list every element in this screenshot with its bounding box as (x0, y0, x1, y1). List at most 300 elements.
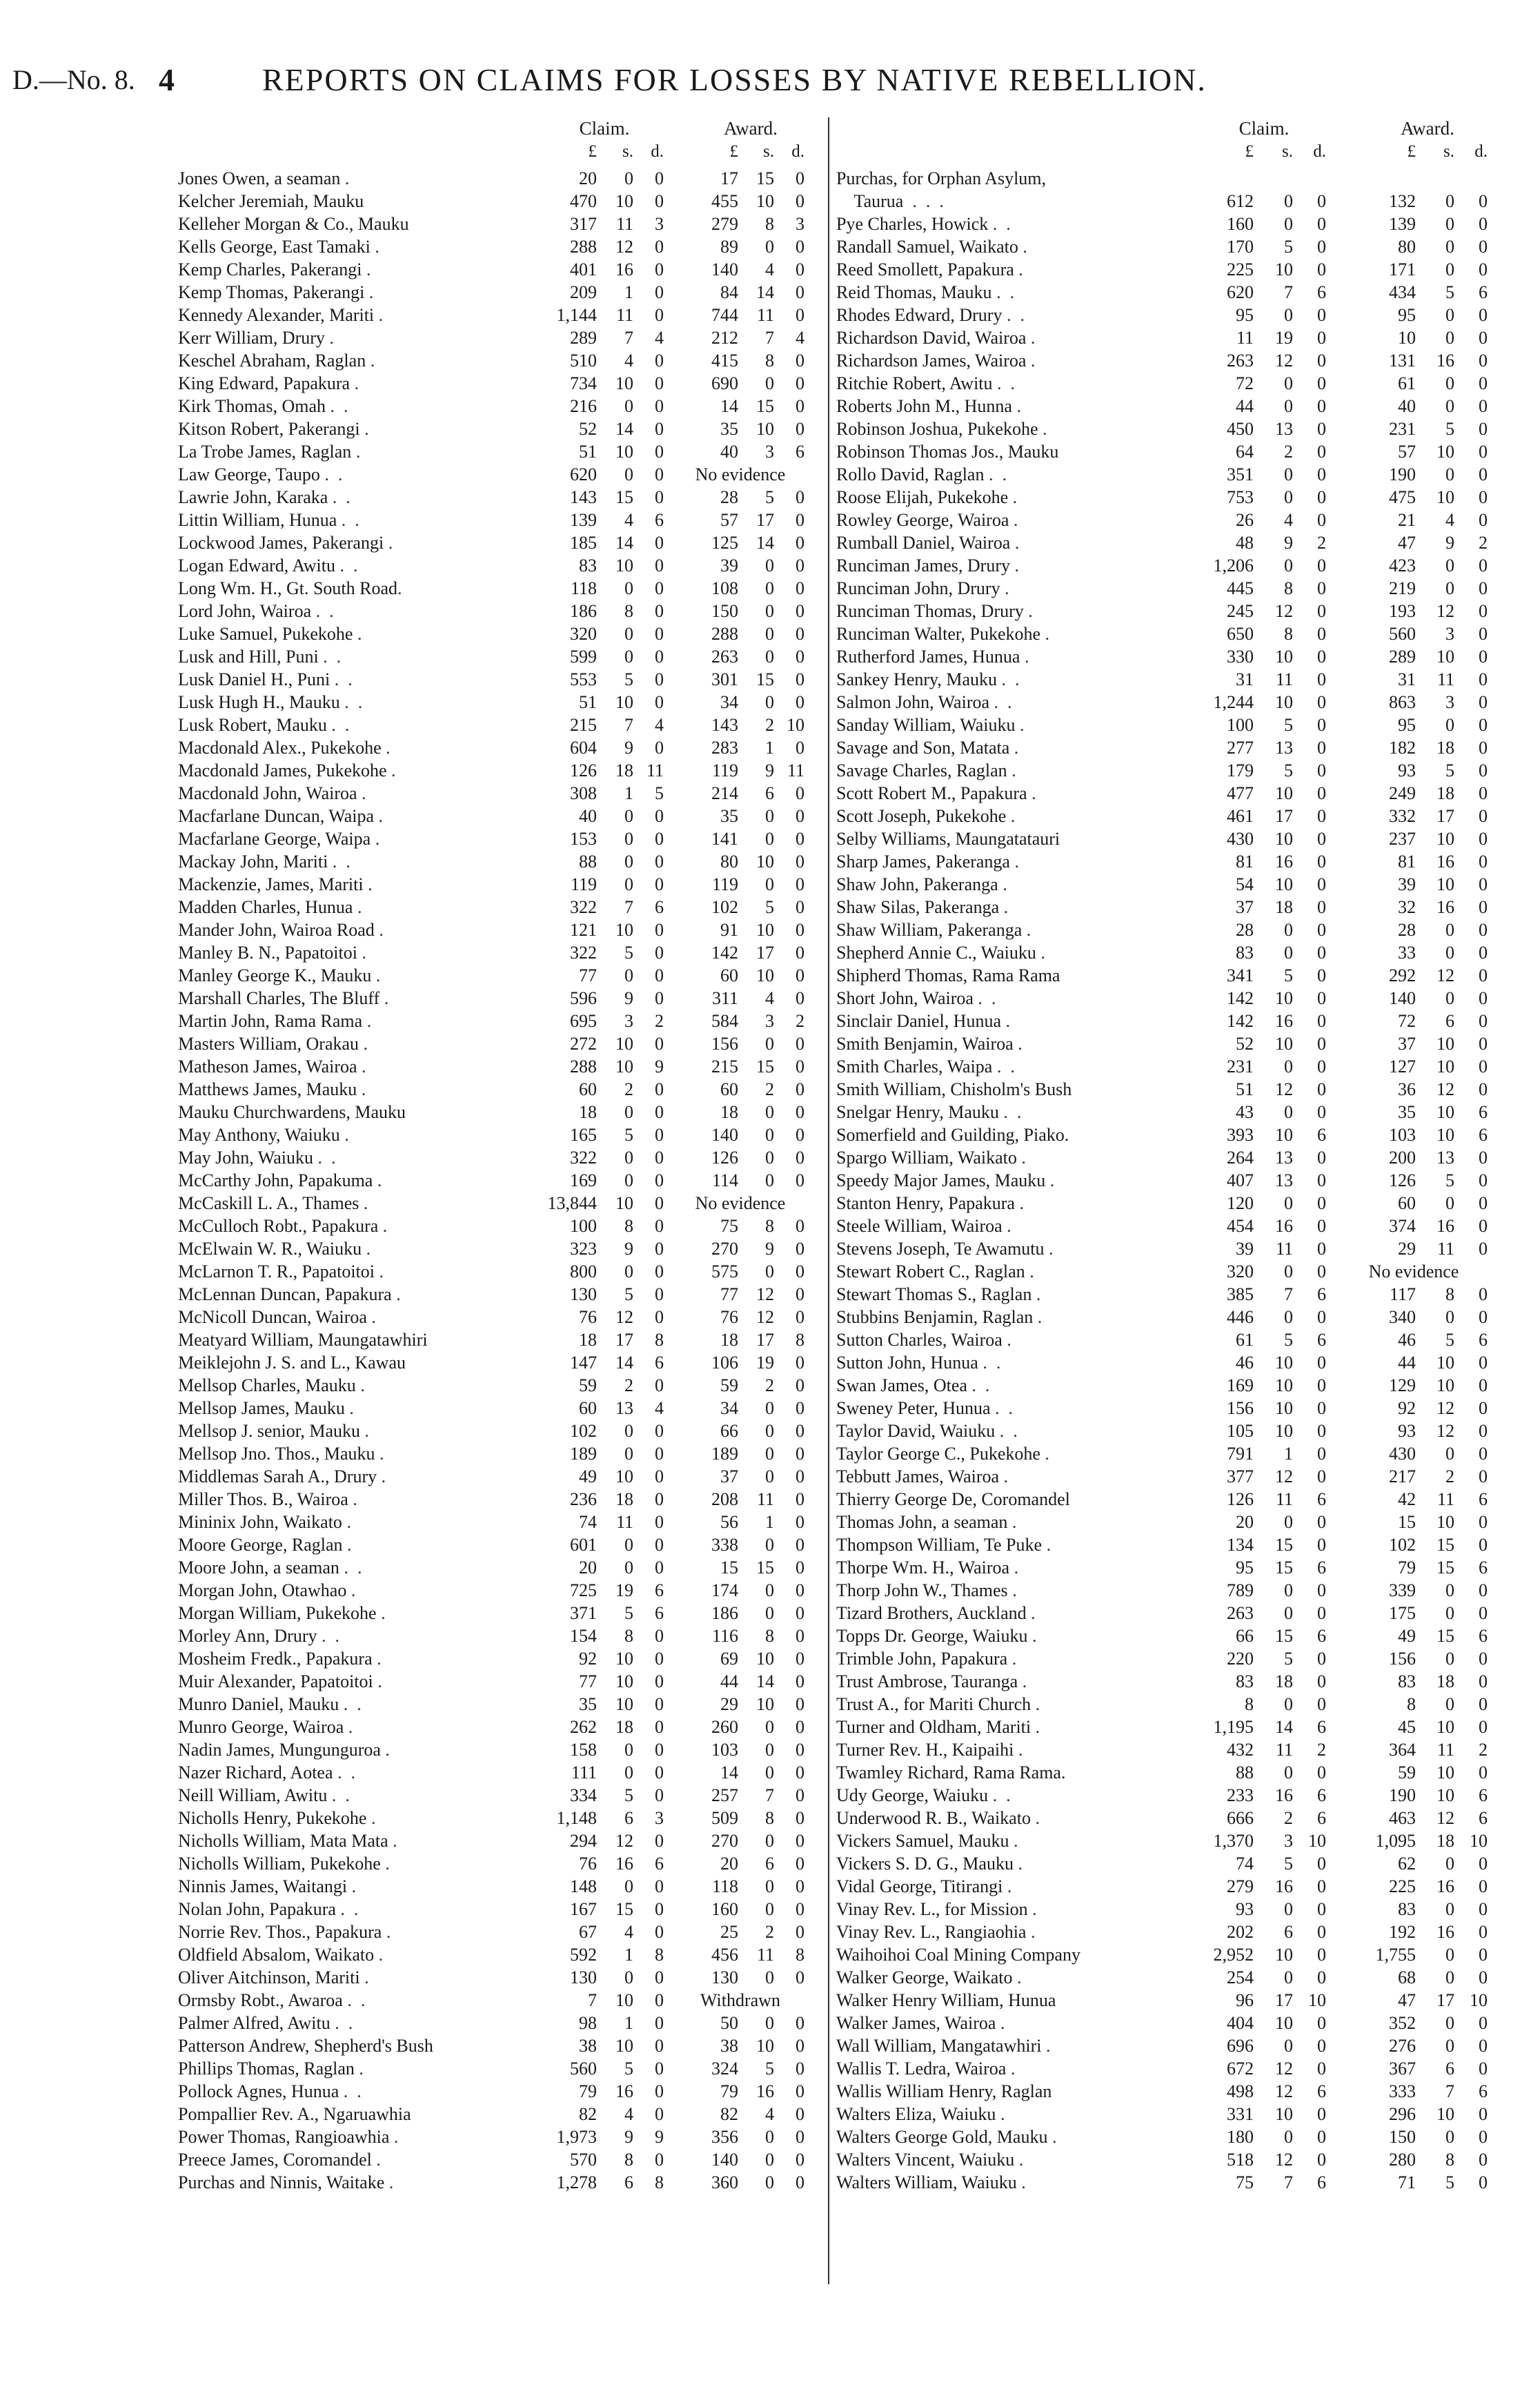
claim-pence: 0 (1317, 191, 1326, 211)
award-pence: 0 (796, 1785, 804, 1805)
award-shillings: 9 (1445, 533, 1454, 553)
claimant-name (836, 531, 1161, 554)
award-shillings: 0 (765, 1148, 774, 1168)
award-pence: 0 (1479, 1603, 1488, 1623)
claim-pence: 0 (1317, 556, 1326, 576)
leader-dots: . (1031, 1284, 1041, 1304)
claimant-name-text: Matthews James, Mauku (178, 1079, 357, 1099)
leader-dots: . (1013, 1034, 1023, 1054)
claim-shillings: 1 (624, 1945, 633, 1965)
claim-shillings: 0 (1284, 214, 1293, 234)
claim-pence: 0 (1317, 1876, 1326, 1896)
award-pence: 0 (1479, 2036, 1488, 2056)
claimant-name-text: Salmon John, Wairoa (836, 692, 990, 712)
claimant-name (836, 1123, 1161, 1146)
claimant-name-text: Runciman Walter, Pukekohe (836, 624, 1041, 644)
award-pence: 0 (796, 2127, 804, 2147)
claim-shillings: 5 (624, 943, 633, 963)
award-pence: 0 (1479, 806, 1488, 826)
claimant-name (178, 190, 526, 213)
award-shillings: 8 (765, 351, 774, 371)
award-pounds: 186 (711, 1603, 738, 1623)
claim-pounds: 38 (579, 2036, 597, 2056)
award-pounds: 92 (1398, 1398, 1416, 1418)
award-pence: 0 (796, 259, 804, 279)
claim-pence: 0 (1317, 1148, 1326, 1168)
award-pence: 0 (1479, 647, 1488, 667)
claimant-name (178, 1192, 526, 1215)
claim-pence: 8 (655, 1330, 664, 1350)
award-pounds: 34 (720, 692, 738, 712)
claimant-name (178, 1283, 526, 1306)
claim-shillings: 14 (615, 1353, 633, 1373)
award-pence: 0 (1479, 760, 1488, 780)
leader-dots: . (1038, 419, 1047, 439)
claim-shillings: 0 (624, 624, 633, 644)
award-shillings: 12 (1437, 1398, 1454, 1418)
leader-dots: . . (319, 464, 343, 484)
award-pence: 0 (796, 601, 804, 621)
award-pence: 0 (796, 282, 804, 302)
leader-dots: . (375, 1261, 384, 1282)
award-pence: 0 (1479, 1694, 1488, 1714)
claim-pounds: 289 (570, 328, 597, 348)
leader-dots: . (1011, 396, 1021, 416)
claimant-name (836, 554, 1161, 577)
leader-dots: . (1045, 1170, 1055, 1190)
claim-shillings: 11 (615, 214, 633, 234)
award-shillings: 0 (765, 1170, 774, 1190)
claim-row (172, 531, 828, 554)
award-pounds: 119 (711, 760, 738, 780)
award-shillings: 16 (756, 2081, 774, 2101)
claim-pence: 0 (1317, 1057, 1326, 1077)
claimant-name (836, 304, 1161, 326)
claim-pounds: 789 (1227, 1580, 1254, 1600)
award-shillings: 15 (1437, 1535, 1454, 1555)
award-pence: 0 (1479, 487, 1488, 507)
award-pence: 0 (796, 988, 804, 1008)
leader-dots: . . (333, 1762, 356, 1783)
claimant-name-text: Shaw William, Pakeranga (836, 920, 1023, 940)
claim-pounds: 331 (1227, 2104, 1254, 2124)
award-pence: 0 (1479, 715, 1488, 735)
claim-pence: 0 (1317, 2127, 1326, 2147)
claim-row (172, 1829, 828, 1852)
claim-shillings: 0 (1284, 1261, 1293, 1282)
award-pence: 0 (1479, 373, 1488, 393)
leader-dots: . (1014, 2150, 1024, 2170)
award-pounds: 338 (711, 1535, 738, 1555)
claimant-name-text: McLarnon T. R., Papatoitoi (178, 1261, 375, 1282)
claim-pence: 0 (1317, 1899, 1326, 1919)
award-pence: 0 (1479, 419, 1488, 439)
award-shillings: 0 (765, 1899, 774, 1919)
leader-dots: . (351, 442, 361, 462)
claim-pence: 0 (1317, 2059, 1326, 2079)
claim-pence: 0 (1317, 601, 1326, 621)
award-pence: 0 (1479, 1854, 1488, 1874)
leader-dots: . . (992, 373, 1016, 393)
award-shillings: 12 (1437, 1421, 1454, 1441)
award-shillings: 0 (765, 1762, 774, 1783)
claimant-name-text: Muir Alexander, Papatoitoi (178, 1671, 373, 1691)
award-shillings: 11 (756, 1945, 774, 1965)
leader-dots: . (1014, 1740, 1023, 1760)
claim-pence: 6 (1317, 1284, 1326, 1304)
award-shillings: 0 (765, 1102, 774, 1122)
claimant-name (836, 1511, 1161, 1533)
claim-shillings: 9 (624, 2127, 633, 2147)
leader-dots: . (1010, 533, 1020, 553)
award-pence: 0 (1479, 1945, 1488, 1965)
claimant-name-text: Mellsop Charles, Mauku (178, 1375, 356, 1395)
award-pounds: 56 (720, 1512, 738, 1532)
leader-dots: . (1025, 1261, 1034, 1282)
claimant-name-text: Kemp Thomas, Pakerangi (178, 282, 365, 302)
leader-dots: . (374, 305, 384, 325)
claim-row (829, 645, 1506, 668)
claim-row (829, 941, 1506, 964)
award-pence: 0 (1479, 1216, 1488, 1236)
award-pounds: 50 (720, 2013, 738, 2033)
claim-row (829, 2034, 1506, 2057)
column-group-header (829, 117, 1506, 140)
currency-header (829, 140, 1506, 163)
claim-shillings: 0 (624, 396, 633, 416)
claim-pounds: 147 (570, 1353, 597, 1373)
leader-dots: . . (988, 1785, 1011, 1805)
award-pounds: 374 (1389, 1216, 1416, 1236)
claim-shillings: 11 (1275, 1489, 1293, 1509)
award-pounds: 324 (711, 2059, 738, 2079)
award-pence: 6 (1479, 1125, 1488, 1145)
claim-row (829, 691, 1506, 714)
claim-pence: 4 (655, 715, 664, 735)
award-pence: 10 (1470, 1831, 1488, 1851)
claim-pence: 0 (655, 601, 664, 621)
claim-shillings: 0 (624, 1762, 633, 1783)
leader-dots: . (1026, 1603, 1036, 1623)
claimant-name (178, 1215, 526, 1237)
claimant-name (178, 1989, 526, 2012)
claimant-name-text: Snelgar Henry, Mauku (836, 1102, 999, 1122)
claim-pence: 0 (1317, 1967, 1326, 1987)
claim-shillings: 13 (1275, 1170, 1293, 1190)
claimant-name (178, 1966, 526, 1989)
claim-shillings: 8 (1284, 624, 1293, 644)
claim-pounds: 126 (570, 760, 597, 780)
leader-dots: . (342, 1535, 352, 1555)
claim-row (172, 2080, 828, 2103)
claim-pounds: 95 (1236, 305, 1254, 325)
claimant-name (836, 190, 1161, 213)
award-shillings: 16 (1437, 852, 1454, 872)
claim-pounds: 59 (579, 1375, 597, 1395)
leader-dots: . . (984, 464, 1007, 484)
claimant-name-text: Vinay Rev. L., for Mission (836, 1899, 1028, 1919)
claim-pounds: 167 (570, 1899, 597, 1919)
claim-row (172, 1306, 828, 1328)
award-pounds: 31 (1398, 669, 1416, 689)
claim-row (829, 2080, 1506, 2103)
award-shillings: 0 (765, 556, 774, 576)
claim-shillings: 0 (1284, 1694, 1293, 1714)
award-shillings: 16 (1437, 1922, 1454, 1942)
claim-pence: 0 (655, 533, 664, 553)
award-shillings: 0 (1445, 1307, 1454, 1327)
award-pounds: 102 (711, 897, 738, 917)
claimant-name-text: Trimble John, Papakura (836, 1649, 1008, 1669)
claim-pence: 0 (655, 1558, 664, 1578)
leader-dots: . (374, 806, 384, 826)
leader-dots: . (1009, 1558, 1019, 1578)
award-pounds: 62 (1398, 1854, 1416, 1874)
award-pounds: 71 (1398, 2172, 1416, 2192)
award-shillings: 4 (1445, 510, 1454, 530)
claim-row (172, 759, 828, 782)
award-pounds: 150 (1389, 2127, 1416, 2147)
award-pence: 0 (796, 1922, 804, 1942)
claimant-name (178, 896, 526, 919)
claimant-name-text: Thorp John W., Thames (836, 1580, 1008, 1600)
award-pounds: 20 (720, 1854, 738, 1874)
claimant-name (836, 622, 1161, 645)
claimant-name (836, 759, 1161, 782)
award-pounds: 160 (711, 1899, 738, 1919)
claim-pounds: 39 (1236, 1239, 1254, 1259)
claim-shillings: 12 (1275, 2059, 1293, 2079)
award-shillings: 0 (765, 1444, 774, 1464)
award-pence: 0 (796, 305, 804, 325)
claim-pence: 0 (1317, 692, 1326, 712)
claimant-name (178, 1579, 526, 1602)
claim-row (172, 600, 828, 622)
award-shillings: 5 (765, 897, 774, 917)
claim-row (172, 1989, 828, 2012)
claim-pounds: 650 (1227, 624, 1254, 644)
claimant-name-text: Lockwood James, Pakerangi (178, 533, 384, 553)
claimant-name (178, 1898, 526, 1921)
award-pounds: 863 (1389, 692, 1416, 712)
award-pence: 6 (1479, 1489, 1488, 1509)
leader-dots: . (1014, 259, 1023, 279)
award-pounds: 171 (1389, 259, 1416, 279)
claim-pence: 0 (655, 2150, 664, 2170)
claim-pounds: 77 (579, 1671, 597, 1691)
claimant-name (836, 1465, 1161, 1488)
claim-pounds: 231 (1227, 1057, 1254, 1077)
award-pence: 0 (796, 1717, 804, 1737)
leader-dots: . (388, 1831, 397, 1851)
award-pounds: 45 (1398, 1717, 1416, 1737)
award-pounds: 47 (1398, 1990, 1416, 2010)
award-shillings: 0 (765, 237, 774, 257)
claim-row (829, 1306, 1506, 1328)
claim-pounds: 186 (570, 601, 597, 621)
claim-pence: 5 (655, 783, 664, 803)
award-shillings: 2 (1445, 1466, 1454, 1486)
award-pence: 0 (796, 1512, 804, 1532)
claim-pence: 0 (1317, 1694, 1326, 1714)
award-pence: 0 (796, 1671, 804, 1691)
award-pence: 0 (1479, 1057, 1488, 1077)
claim-pence: 0 (1317, 715, 1326, 735)
claim-row (172, 190, 828, 213)
claimant-name-text: May Anthony, Waiuku (178, 1125, 340, 1145)
claim-pounds: 371 (570, 1603, 597, 1623)
award-pence: 0 (796, 1558, 804, 1578)
award-pence: 0 (796, 965, 804, 985)
claimant-name-text: Norrie Rev. Thos., Papakura (178, 1922, 382, 1942)
award-pence: 0 (796, 419, 804, 439)
claimant-name-text: Savage Charles, Raglan (836, 760, 1007, 780)
claim-shillings: 10 (1275, 259, 1293, 279)
claim-shillings: 18 (615, 1489, 633, 1509)
award-shillings: 8 (765, 1216, 774, 1236)
claim-pence: 0 (655, 1444, 664, 1464)
claim-shillings: 15 (615, 1899, 633, 1919)
claimant-name-text: Lusk Hugh H., Mauku (178, 692, 340, 712)
claim-shillings: 9 (624, 738, 633, 758)
claim-row (172, 1397, 828, 1420)
claimant-name-text: Purchas and Ninnis, Waitake (178, 2172, 385, 2192)
claimant-name-text: Walters Eliza, Waiuku (836, 2104, 996, 2124)
claim-pounds: 734 (570, 373, 597, 393)
claimant-name (178, 235, 526, 258)
claim-pounds: 88 (1236, 1762, 1254, 1783)
claim-row (172, 873, 828, 896)
leader-dots: . (1040, 624, 1050, 644)
award-shillings: 0 (765, 1466, 774, 1486)
award-pence: 0 (1479, 1899, 1488, 1919)
claim-pence: 0 (655, 1512, 664, 1532)
claim-pounds: 18 (579, 1102, 597, 1122)
claimant-name-text: Long Wm. H., Gt. South Road (178, 578, 398, 598)
claim-row (172, 1716, 828, 1738)
leader-dots: . (391, 1284, 401, 1304)
claimant-name (836, 1852, 1161, 1875)
claimant-name-text: Runciman John, Drury (836, 578, 1000, 598)
award-shillings: 10 (756, 2036, 774, 2056)
claimant-name-text: Walters George Gold, Mauku (836, 2127, 1048, 2147)
claim-shillings: 0 (1284, 373, 1293, 393)
award-pounds: 231 (1389, 419, 1416, 439)
award-pounds: 455 (711, 191, 738, 211)
claim-pence: 0 (1317, 920, 1326, 940)
claimant-name-text: Kitson Robert, Pakerangi (178, 419, 360, 439)
claimant-name (178, 326, 526, 349)
claim-row (172, 850, 828, 873)
claimant-name-text: Middlemas Sarah A., Drury (178, 1466, 377, 1486)
claim-pence: 6 (1317, 1330, 1326, 1350)
claim-pounds: 560 (570, 2059, 597, 2079)
claim-pounds: 64 (1236, 442, 1254, 462)
award-pounds: 40 (1398, 396, 1416, 416)
award-pence: 0 (1479, 1239, 1488, 1259)
award-shillings: 15 (756, 1057, 774, 1077)
claimant-name (836, 1989, 1161, 2012)
claimant-name-text: McCaskill L. A., Thames (178, 1193, 359, 1213)
claimant-name-text: Nadin James, Mungunguroa (178, 1740, 381, 1760)
award-pounds: 35 (720, 806, 738, 826)
claim-row (172, 1123, 828, 1146)
claim-pence: 0 (655, 1193, 664, 1213)
claim-row (172, 1761, 828, 1784)
claim-pence: 9 (655, 2127, 664, 2147)
claimant-name-text: Munro Daniel, Mauku (178, 1694, 339, 1714)
award-pence: 6 (1479, 1558, 1488, 1578)
award-shillings: 18 (1437, 738, 1454, 758)
claim-shillings: 5 (624, 1785, 633, 1805)
claim-shillings: 7 (1284, 2172, 1293, 2192)
award-pounds: 140 (711, 2150, 738, 2170)
claim-pence: 6 (1317, 1785, 1326, 1805)
claim-pounds: 189 (570, 1444, 597, 1464)
claim-pounds: 263 (1227, 351, 1254, 371)
leader-dots: . (381, 738, 391, 758)
leader-dots: . . (995, 1421, 1018, 1441)
claim-pounds: 126 (1227, 1489, 1254, 1509)
claim-pounds: 120 (1227, 1193, 1254, 1213)
claim-row (829, 1397, 1506, 1420)
claim-row (172, 1921, 828, 1943)
claimant-name (178, 827, 526, 850)
award-pounds: 118 (711, 1876, 738, 1896)
claimant-name (178, 1784, 526, 1807)
claim-row (172, 668, 828, 691)
claim-pence: 0 (655, 1671, 664, 1691)
leader-dots: . . (990, 1398, 1014, 1418)
award-shillings: 0 (1445, 1580, 1454, 1600)
claim-pence: 0 (1317, 419, 1326, 439)
claim-row (172, 805, 828, 827)
claimant-name-text: Pompallier Rev. A., Ngaruawhia (178, 2104, 411, 2124)
claimant-name-text: King Edward, Papakura (178, 373, 351, 393)
claimant-name (836, 1647, 1161, 1670)
award-pence: 0 (1479, 601, 1488, 621)
claimant-name-text: Logan Edward, Awitu (178, 556, 335, 576)
claim-pounds: 216 (570, 396, 597, 416)
claimant-name-text: Rollo David, Raglan (836, 464, 985, 484)
award-pence: 6 (1479, 1102, 1488, 1122)
claimant-name (836, 395, 1161, 418)
claim-shillings: 15 (615, 487, 633, 507)
award-pence: 0 (796, 669, 804, 689)
claimant-name (836, 463, 1161, 486)
claim-pounds: 75 (1236, 2172, 1254, 2192)
claim-shillings: 10 (615, 442, 633, 462)
claim-pounds: 1,973 (556, 2127, 597, 2147)
claim-pounds: 142 (1227, 1011, 1254, 1031)
claimant-name-text: Macdonald Alex., Pukekohe (178, 738, 382, 758)
claimant-name (178, 1123, 526, 1146)
claim-row (172, 1624, 828, 1647)
claimant-name (178, 1101, 526, 1123)
claimant-name-text: Reed Smollett, Papakura (836, 259, 1014, 279)
leader-dots: . (1027, 783, 1036, 803)
leader-dots: . (1003, 1876, 1012, 1896)
award-pence: 0 (796, 1899, 804, 1919)
claim-pence: 6 (1317, 1489, 1326, 1509)
claim-pounds: 604 (570, 738, 597, 758)
claim-shillings: 0 (624, 1421, 633, 1441)
claim-pence: 0 (1317, 442, 1326, 462)
award-pence: 0 (1479, 237, 1488, 257)
award-pence: 0 (796, 510, 804, 530)
claim-pence: 0 (1317, 1375, 1326, 1395)
claim-pounds: 620 (1227, 282, 1254, 302)
